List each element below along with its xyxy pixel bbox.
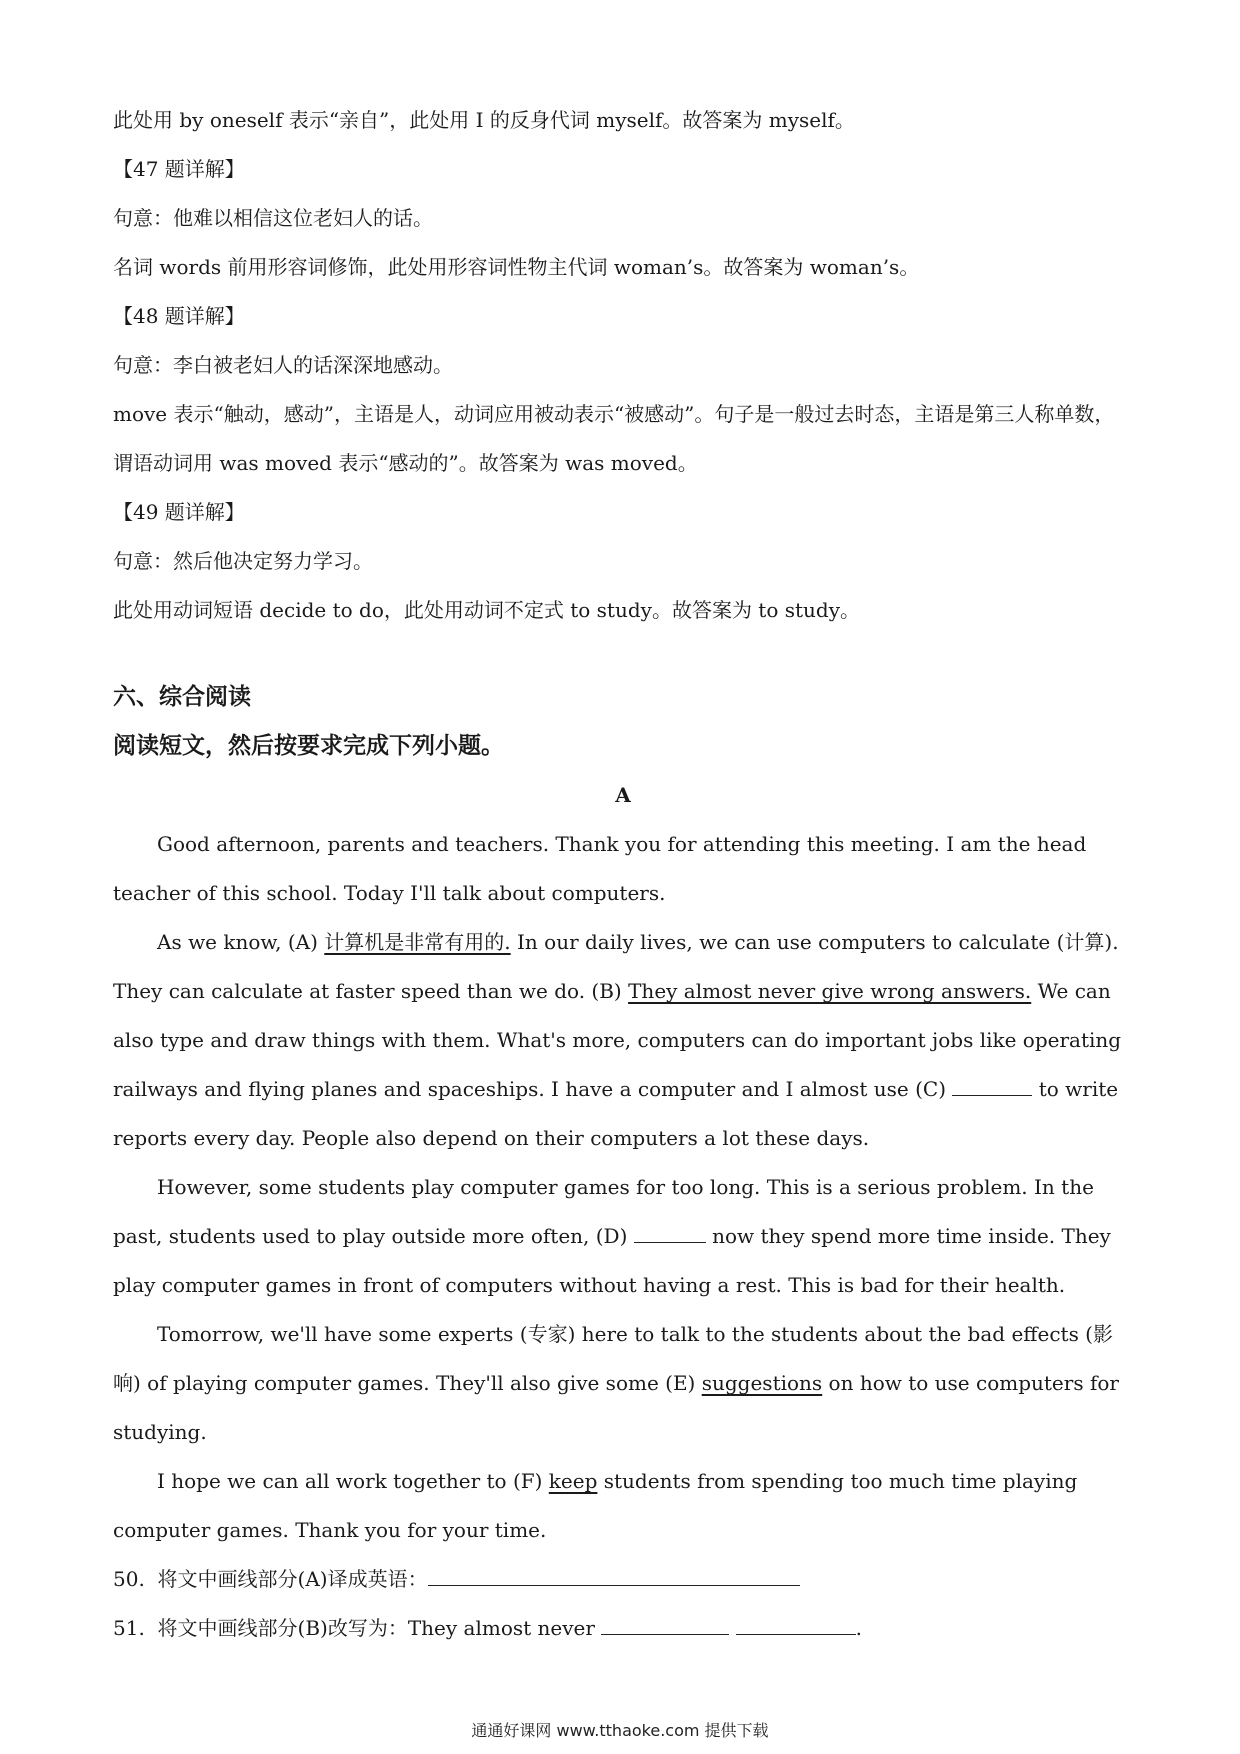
question-51 — [113, 1604, 1133, 1653]
passage-text: I hope we can all work together to (F) — [157, 1469, 549, 1493]
answer-blank-50[interactable] — [428, 1565, 800, 1586]
passage-text: to write reports every day. People also depend on their computers a lot these days. — [113, 1077, 1119, 1150]
page-footer: 通通好课网 www.tthaoke.com 提供下载 — [471, 1721, 769, 1740]
underlined-phrase-a: 计算机是非常有用的. — [324, 930, 511, 954]
passage-text: on how to use computers for studying. — [113, 1371, 1119, 1444]
passage-text: In our daily lives, we can use computers to calculate (计算). They can calculate at faster speed than we do. (B) — [113, 930, 1119, 1003]
q48-title: 【48 题详解】 — [113, 304, 245, 328]
q47-title: 【47 题详解】 — [113, 157, 245, 181]
underlined-word-e: suggestions — [701, 1371, 823, 1395]
q47-analysis: 名词 words 前用形容词修饰，此处用形容词性物主代词 woman’s。故答案为 woman’s。 — [113, 255, 920, 279]
q48-meaning: 句意：李白被老妇人的话深深地感动。 — [113, 353, 453, 377]
q48-analysis: move 表示“触动，感动”，主语是人，动词应用被动表示“被感动”。句子是一般过去时态，主语是第三人称单数，谓语动词用 was moved 表示“感动的”。故答案为 was moved。 — [113, 402, 1115, 475]
section-title: 六、综合阅读 — [113, 684, 251, 710]
passage-paragraph-2 — [113, 918, 1133, 1163]
section-instruction: 阅读短文，然后按要求完成下列小题。 — [113, 733, 504, 759]
q47-meaning: 句意：他难以相信这位老妇人的话。 — [113, 206, 433, 230]
question-text: 将文中画线部分(A)译成英语： — [157, 1567, 428, 1591]
answer-blank-51b[interactable] — [736, 1614, 856, 1635]
passage-text: We can also type and draw things with them. What's more, computers can do important jobs like operating railways and flying planes and spaceships. I have a computer and I almost use (C) — [113, 979, 1122, 1101]
question-end: . — [855, 1616, 863, 1640]
document-page — [113, 96, 1133, 1653]
passage-paragraph-4 — [113, 1310, 1133, 1457]
passage-label: A — [615, 783, 631, 807]
q49-meaning: 句意：然后他决定努力学习。 — [113, 549, 373, 573]
passage-text: As we know, (A) — [157, 930, 325, 954]
blank-d — [634, 1222, 706, 1243]
explanation-line: 此处用 by oneself 表示“亲自”，此处用 I 的反身代词 myself。故答案为 myself。 — [113, 108, 855, 132]
passage-text: students from spending too much time playing computer games. Thank you for your time. — [113, 1469, 1078, 1542]
q49-analysis: 此处用动词短语 decide to do，此处用动词不定式 to study。故答案为 to study。 — [113, 598, 861, 622]
passage-paragraph-1: Good afternoon, parents and teachers. Thank you for attending this meeting. I am the head teacher of this school. Today I'll talk about computers. — [113, 832, 1087, 905]
passage-text: Tomorrow, we'll have some experts (专家) here to talk to the students about the bad effects (影响) of playing computer games. They'll also give some (E) — [113, 1322, 1113, 1395]
passage-text: However, some students play computer games for too long. This is a serious problem. In the past, students used to play outside more often, (D) — [113, 1175, 1094, 1248]
question-number: 50. — [113, 1567, 145, 1591]
passage-text: now they spend more time inside. They play computer games in front of computers without having a rest. This is bad for their health. — [113, 1224, 1111, 1297]
passage-paragraph-5 — [113, 1457, 1133, 1555]
passage-paragraph-3 — [113, 1163, 1133, 1310]
blank-c — [952, 1075, 1032, 1096]
underlined-phrase-b: They almost never give wrong answers. — [628, 979, 1032, 1003]
question-number: 51. — [113, 1616, 145, 1640]
underlined-word-f: keep — [548, 1469, 598, 1493]
question-text: 将文中画线部分(B)改写为：They almost never — [157, 1616, 595, 1640]
question-50 — [113, 1555, 1133, 1604]
answer-blank-51a[interactable] — [601, 1614, 729, 1635]
q49-title: 【49 题详解】 — [113, 500, 245, 524]
